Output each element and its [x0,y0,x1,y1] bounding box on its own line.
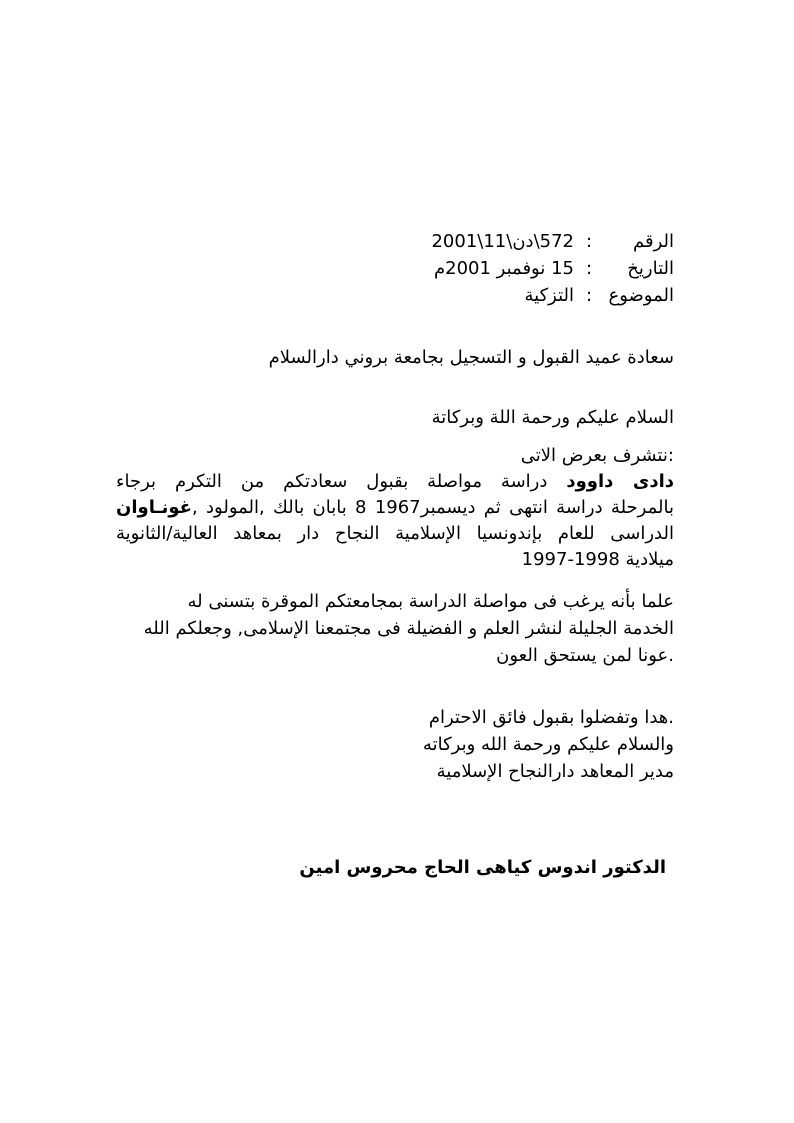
signature-name: الدكتور اندوس كياهى الحاج محروس امين [299,857,666,878]
date-row: التاريخ:15 نوفمبر 2001م [433,258,674,279]
intro-line: :نتشرف بعرض الاتى [520,445,674,466]
paragraph-2-line-2: الخدمة الجليلة لنشر العلم و الفضيلة فى مجتمعنا الإسلامى, وجعلكم الله [143,618,674,639]
paragraph-1-line-2: بالمرحلة دراسة انتهى ثم ديسمبر1967 8 بابان بالك ,المولود ,غونـاوان [116,497,674,518]
paragraph-1-line-1: دادى داوود دراسة مواصلة بقبول سعادتكم من التكرم برجاء [116,471,674,492]
greeting: السلام عليكم ورحمة اللة وبركاتة [431,407,674,428]
paragraph-1-line-3: الدراسى للعام بإندونسيا الإسلامية النجاح دار بمعاهد العالية/الثانوية [116,523,674,544]
addressee: سعادة عميد القبول و التسجيل بجامعة بروني دارالسلام [268,347,674,368]
date-value: 15 نوفمبر 2001م [433,258,574,279]
subject-value: التزكية [524,285,574,306]
birthplace: غونـاوان [116,497,192,518]
paragraph-2-line-1: علما بأنه يرغب فى مواصلة الدراسة بمجامعتكم الموقرة بتسنى له [187,591,674,612]
student-name: دادى داوود [566,471,674,492]
paragraph-2-line-3: .عونا لمن يستحق العون [496,645,674,666]
paragraph-1-line-4: ميلادية 1998-1997 [521,549,674,570]
date-label: التاريخ [627,258,674,279]
reference-number-row: الرقم:572\دن\11\2001 [431,231,674,252]
closing-line-2: والسلام عليكم ورحمة الله وبركاته [422,734,674,755]
subject-label: الموضوع [608,285,674,306]
subject-row: الموضوع:التزكية [524,285,674,306]
closing-line-3: مدير المعاهد دارالنجاح الإسلامية [436,761,674,782]
reference-number-value: 572\دن\11\2001 [431,231,574,252]
closing-line-1: .هدا وتفضلوا بقبول فائق الاحترام [428,707,674,728]
reference-number-label: الرقم [632,231,674,252]
